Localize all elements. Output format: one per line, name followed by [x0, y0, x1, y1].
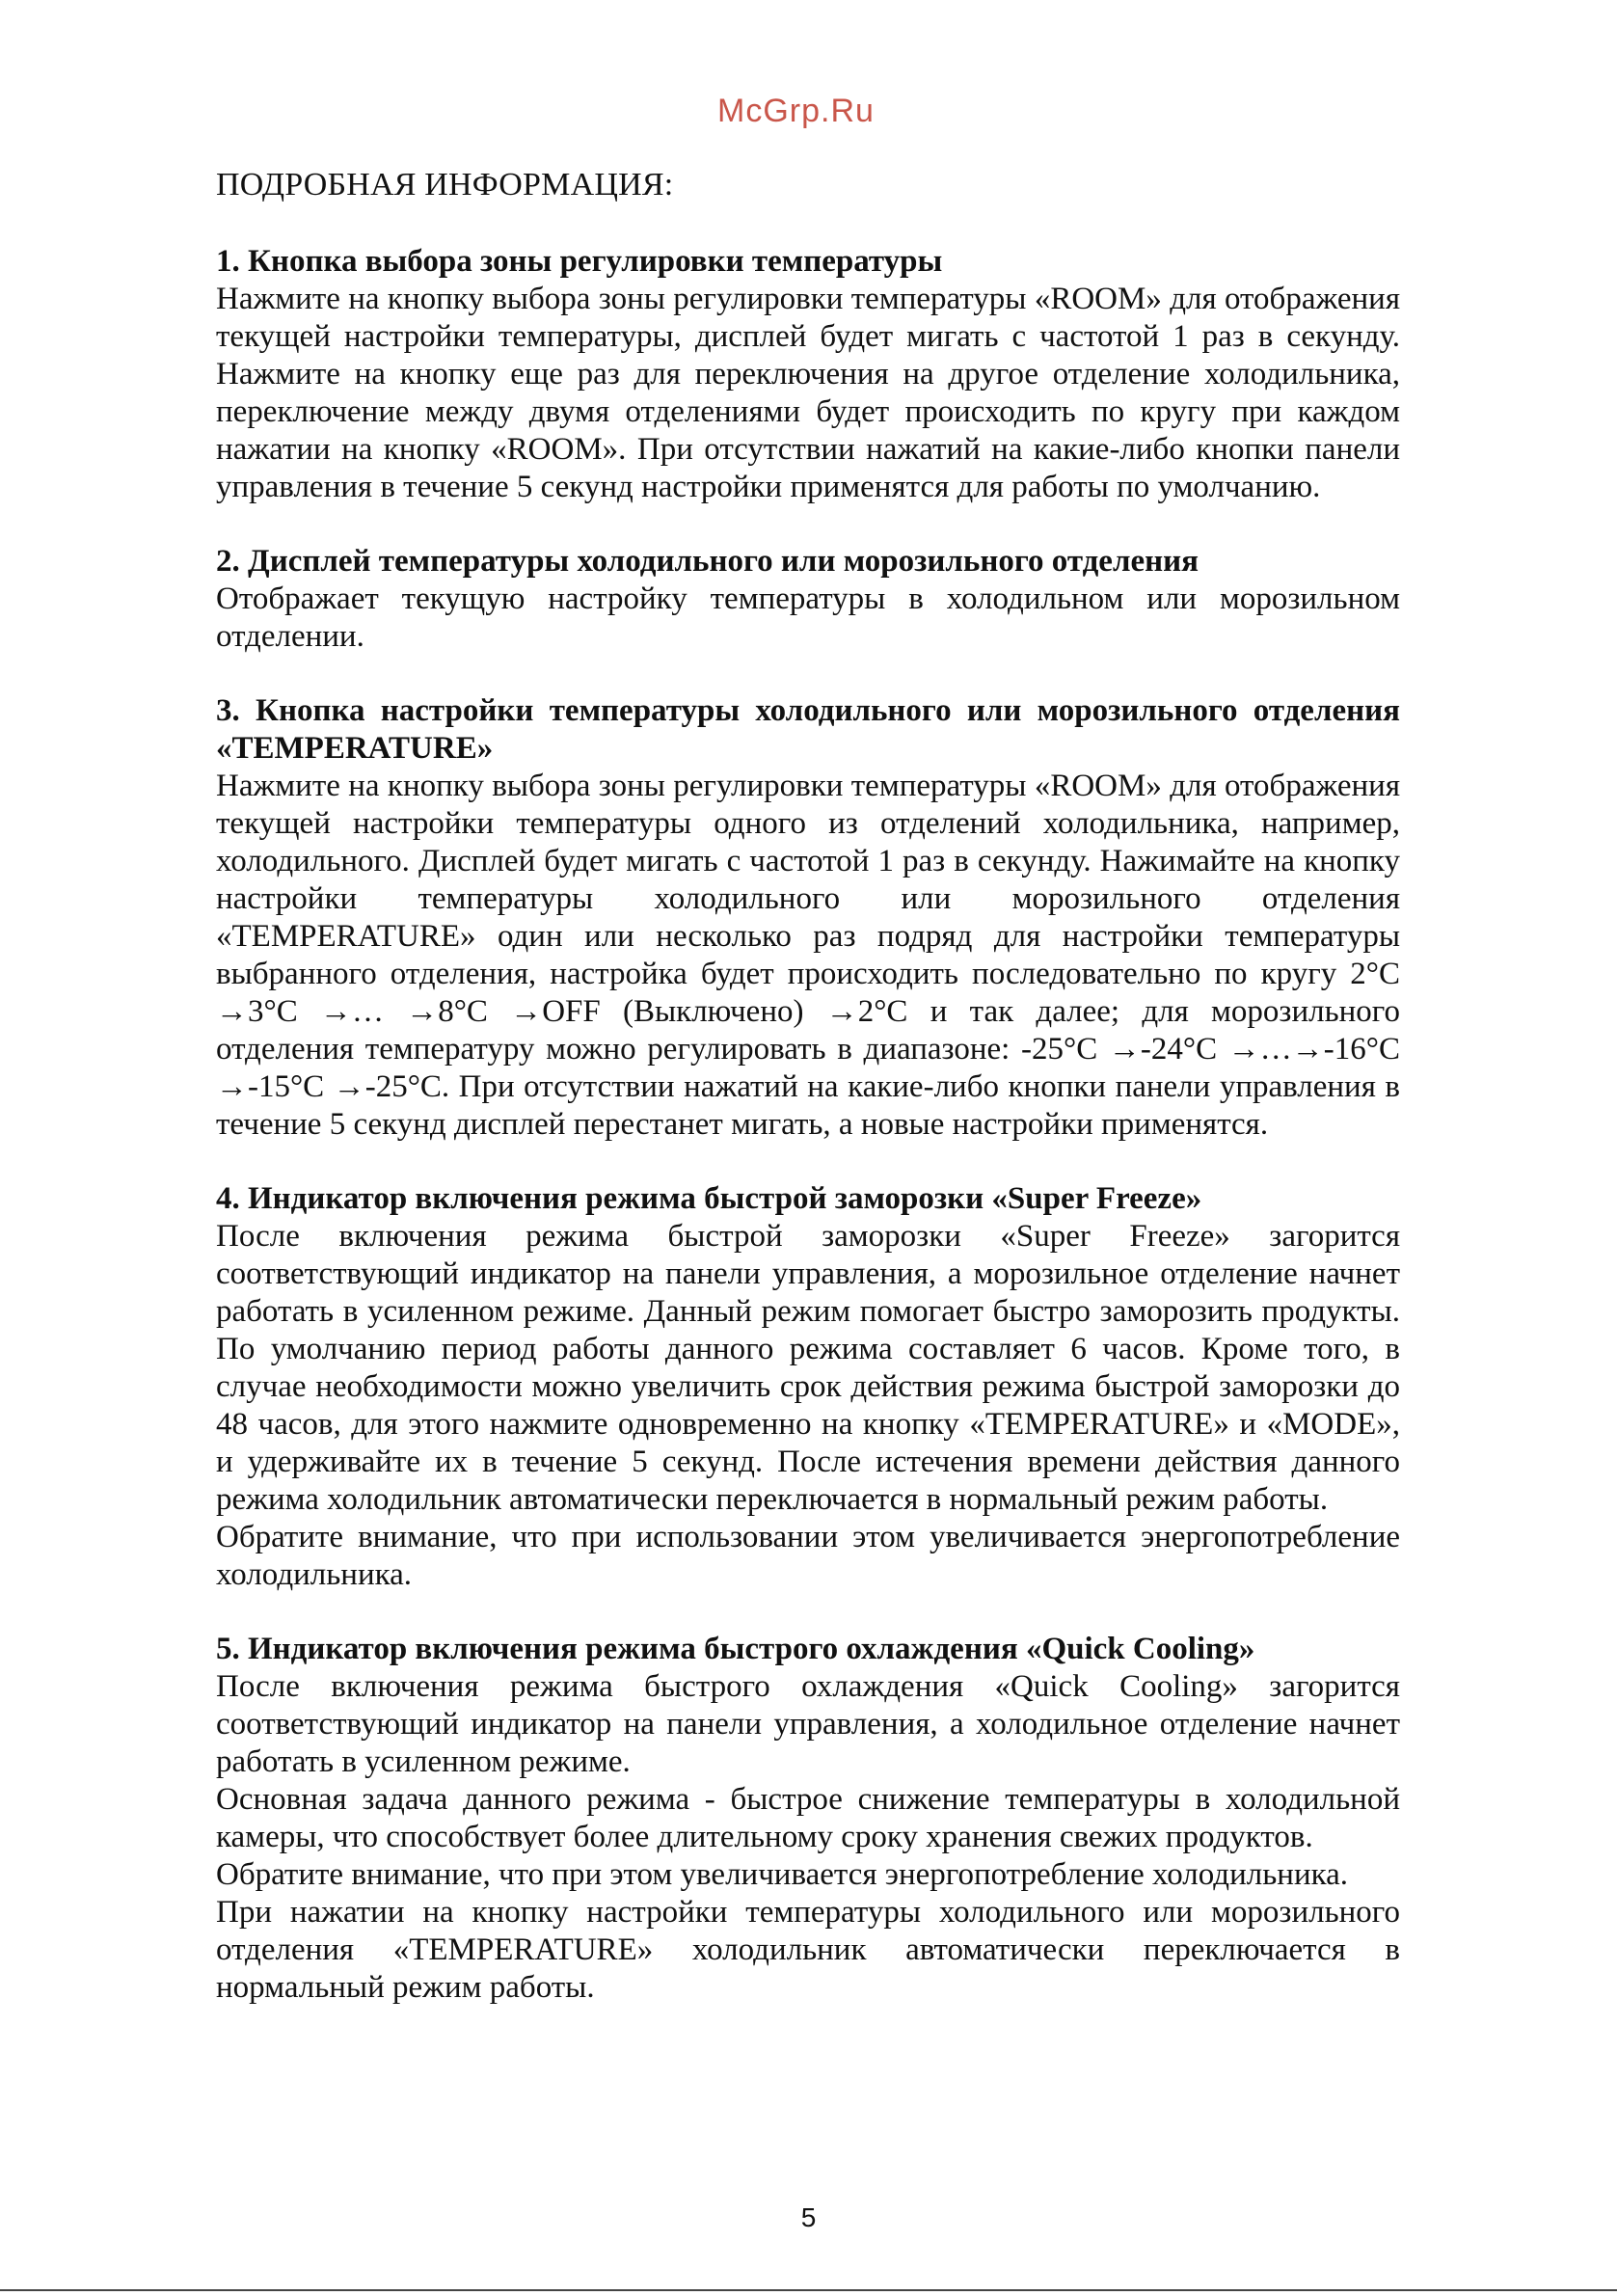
section-paragraph: Нажмите на кнопку выбора зоны регулировки температуры «ROOM» для отображения текущей настройки температуры одного из отделений холодильника, например, холодильного. Дисплей будет мигать с частотой 1 раз в секунду. Нажимайте на кнопку настройки температуры холодильного или морозильного отделения «TEMPERATURE» один или несколько раз подряд для настройки температуры выбранного отделения, настройка будет происходить последовательно по кругу 2°C →3°C →… →8°C →OFF (Выключено) →2°C и так далее; для морозильного отделения температуру можно регулировать в диапазоне: -25°C →-24°C →…→-16°C →-15°C →-25°C. При отсутствии нажатий на какие-либо кнопки панели управления в течение 5 секунд дисплей перестанет мигать, а новые настройки применятся. [216, 769, 1400, 1142]
section-heading: 3. Кнопка настройки температуры холодильного или морозильного отделения «TEMPERATURE» [216, 693, 1400, 766]
section-paragraph: Отображает текущую настройку температуры в холодильном или морозильном отделении. [216, 581, 1400, 654]
section-paragraph: После включения режима быстрого охлаждения «Quick Cooling» загорится соответствующий индикатор на панели управления, а холодильное отделение начнет работать в усиленном режиме. [216, 1669, 1400, 1779]
section-paragraph: При нажатии на кнопку настройки температуры холодильного или морозильного отделения «TEMPERATURE» холодильник автоматически переключается в нормальный режим работы. [216, 1895, 1400, 2005]
section-room-button [216, 243, 1400, 506]
section-paragraph: Основная задача данного режима - быстрое снижение температуры в холодильной камеры, что способствует более длительному сроку хранения свежих продуктов. [216, 1782, 1400, 1854]
page-title: ПОДРОБНАЯ ИНФОРМАЦИЯ: [216, 167, 674, 203]
section-heading: 1. Кнопка выбора зоны регулировки температуры [216, 244, 943, 279]
section-super-freeze [216, 1180, 1400, 1594]
section-paragraph: Обратите внимание, что при этом увеличивается энергопотребление холодильника. [216, 1857, 1349, 1892]
section-quick-cooling [216, 1631, 1400, 2007]
page-number: 5 [800, 2202, 817, 2232]
section-temperature-button [216, 692, 1400, 1144]
section-paragraph: После включения режима быстрой заморозки «Super Freeze» загорится соответствующий индикатор на панели управления, а морозильное отделение начнет работать в усиленном режиме. Данный режим помогает быстро заморозить продукты. По умолчанию период работы данного режима составляет 6 часов. Кроме того, в случае необходимости можно увеличить срок действия режима быстрой заморозки до 48 часов, для этого нажмите одновременно на кнопку «TEMPERATURE» и «MODE», и удерживайте их в течение 5 секунд. После истечения времени действия данного режима холодильник автоматически переключается в нормальный режим работы. [216, 1219, 1400, 1517]
section-paragraph: Нажмите на кнопку выбора зоны регулировки температуры «ROOM» для отображения текущей настройки температуры, дисплей будет мигать с частотой 1 раз в секунду. Нажмите на кнопку еще раз для переключения на другое отделение холодильника, переключение между двумя отделениями будет происходить по кругу при каждом нажатии на кнопку «ROOM». При отсутствии нажатий на какие-либо кнопки панели управления в течение 5 секунд настройки применятся для работы по умолчанию. [216, 282, 1400, 504]
section-heading: 4. Индикатор включения режима быстрой заморозки «Super Freeze» [216, 1181, 1202, 1216]
section-temperature-display [216, 543, 1400, 656]
document-page [216, 166, 1400, 2043]
section-paragraph: Обратите внимание, что при использовании этом увеличивается энергопотребление холодильника. [216, 1520, 1400, 1592]
section-heading: 2. Дисплей температуры холодильного или морозильного отделения [216, 544, 1199, 579]
watermark-text: McGrp.Ru [717, 93, 875, 129]
section-heading: 5. Индикатор включения режима быстрого охлаждения «Quick Cooling» [216, 1632, 1255, 1666]
bottom-divider [0, 2289, 1617, 2291]
